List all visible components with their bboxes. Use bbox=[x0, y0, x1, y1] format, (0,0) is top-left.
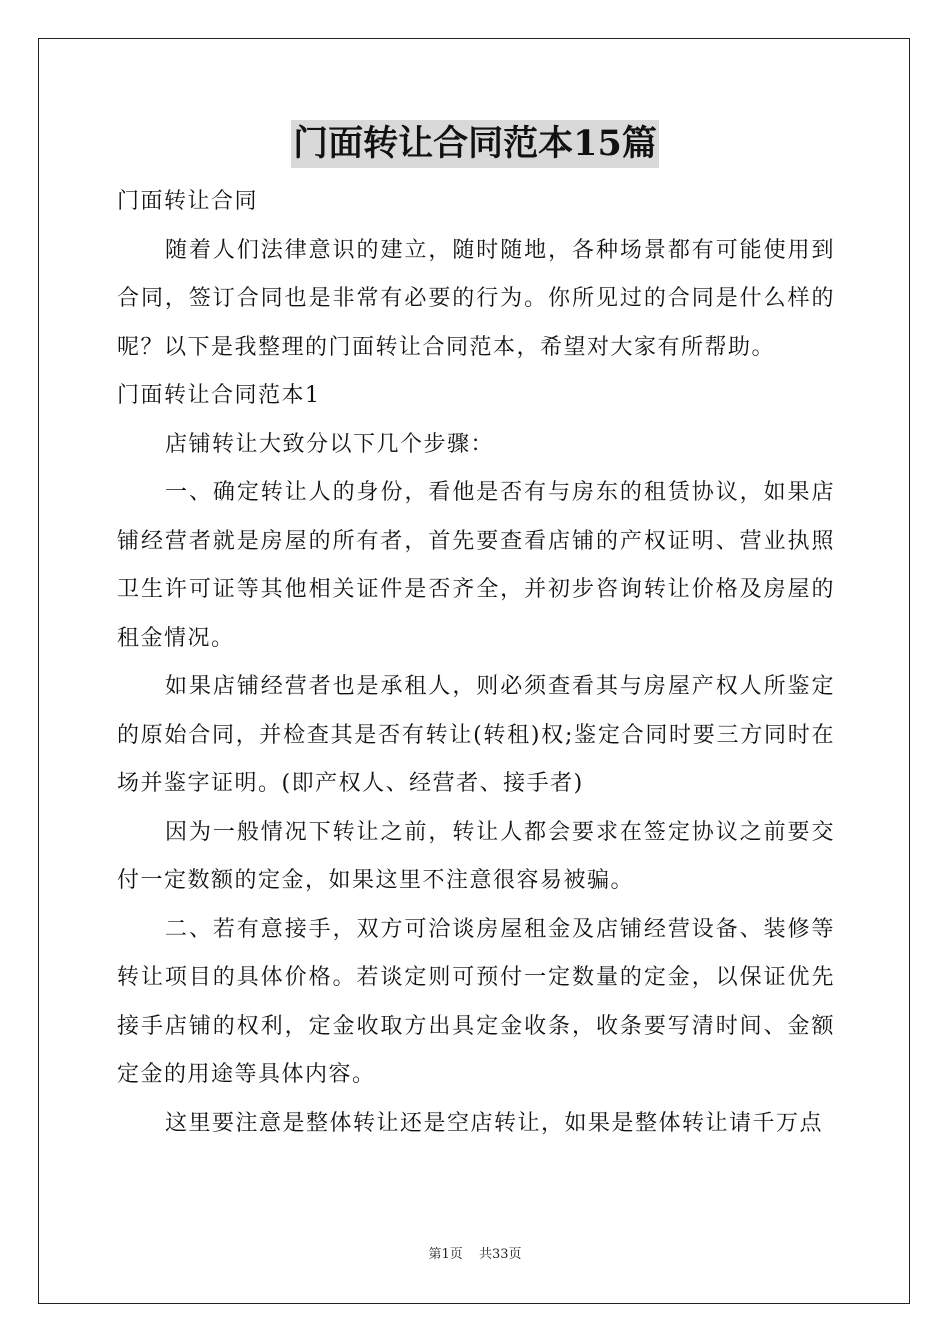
total-pages: 共33页 bbox=[478, 1247, 522, 1262]
section-heading: 门面转让合同范本1 bbox=[117, 383, 321, 408]
body-paragraph: 因为一般情况下转让之前，转让人都会要求在签定协议之前要交付一定数额的定金，如果这里不注意很容易被骗。 bbox=[117, 819, 835, 893]
body-paragraph: 如果店铺经营者也是承租人，则必须查看其与房屋产权人所鉴定的原始合同，并检查其是否有转让(转租)权;鉴定合同时要三方同时在场并鉴字证明。(即产权人、经营者、接手者) bbox=[117, 674, 835, 796]
body-paragraph: 二、若有意接手，双方可洽谈房屋租金及店铺经营设备、装修等转让项目的具体价格。若谈定则可预付一定数量的定金，以保证优先接手店铺的权利，定金收取方出具定金收条，收条要写清时间、金额定金的用途等具体内容。 bbox=[117, 916, 835, 1087]
body-paragraph: 一、确定转让人的身份，看他是否有与房东的租赁协议，如果店铺经营者就是房屋的所有者，首先要查看店铺的产权证明、营业执照卫生许可证等其他相关证件是否齐全，并初步咨询转让价格及房屋的租金情况。 bbox=[117, 480, 835, 651]
body-paragraph: 这里要注意是整体转让还是空店转让，如果是整体转让请千万点 bbox=[165, 1110, 824, 1136]
document-title: 门面转让合同范本15篇 bbox=[291, 120, 659, 168]
title-area bbox=[0, 120, 950, 168]
section-heading: 门面转让合同 bbox=[117, 189, 259, 214]
body-paragraph: 店铺转让大致分以下几个步骤： bbox=[165, 431, 495, 457]
document-body bbox=[117, 178, 835, 1148]
page-footer bbox=[0, 1246, 950, 1264]
page-number: 第1页 bbox=[428, 1247, 463, 1262]
intro-paragraph: 随着人们法律意识的建立，随时随地，各种场景都有可能使用到合同，签订合同也是非常有必要的行为。你所见过的合同是什么样的呢？以下是我整理的门面转让合同范本，希望对大家有所帮助。 bbox=[117, 237, 835, 360]
